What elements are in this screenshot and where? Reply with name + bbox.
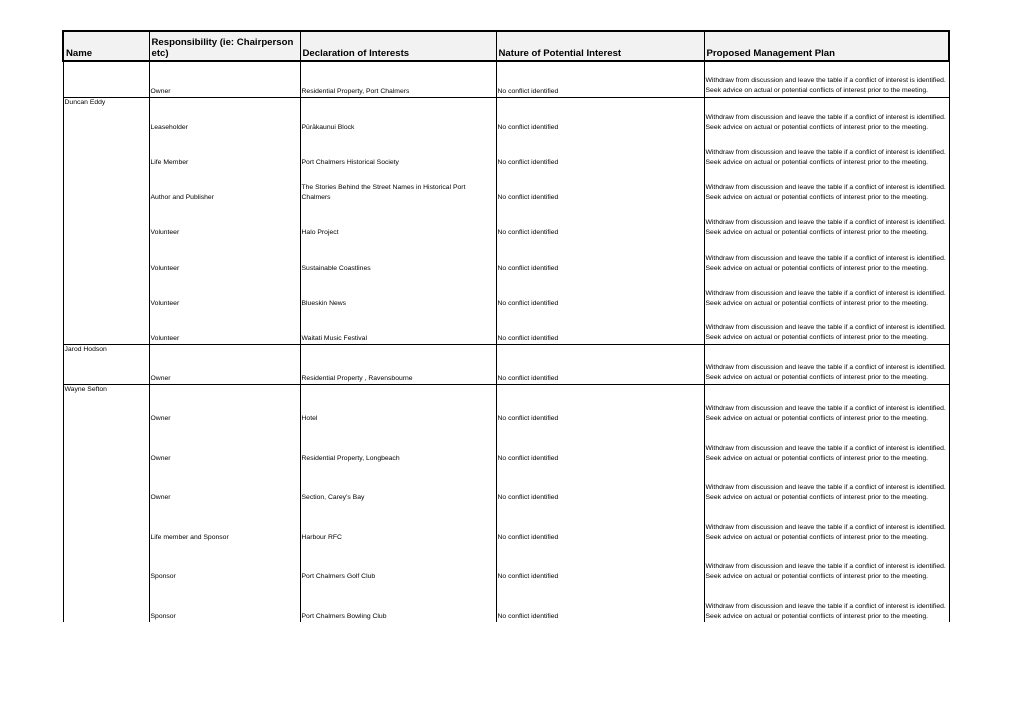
table-row bbox=[63, 464, 949, 503]
table-body bbox=[63, 61, 949, 622]
cell-responsibility: Volunteer bbox=[149, 238, 300, 274]
cell-declaration: Hotel bbox=[300, 384, 496, 424]
cell-plan: Withdraw from discussion and leave the table if a conflict of interest is identified. Seek advice on actual or potential conflicts of interest prior to the meeting. bbox=[704, 274, 949, 309]
cell-nature: No conflict identified bbox=[496, 464, 704, 503]
cell-declaration: Port Chalmers Golf Club bbox=[300, 543, 496, 582]
cell-nature: No conflict identified bbox=[496, 97, 704, 133]
cell-nature: No conflict identified bbox=[496, 61, 704, 97]
cell-nature: No conflict identified bbox=[496, 582, 704, 622]
cell-plan: Withdraw from discussion and leave the table if a conflict of interest is identified. Seek advice on actual or potential conflicts of interest prior to the meeting. bbox=[704, 543, 949, 582]
cell-responsibility: Owner bbox=[149, 344, 300, 384]
cell-nature: No conflict identified bbox=[496, 309, 704, 344]
cell-name bbox=[63, 309, 149, 344]
cell-declaration: Port Chalmers Bowling Club bbox=[300, 582, 496, 622]
cell-name bbox=[63, 274, 149, 309]
cell-declaration: Halo Project bbox=[300, 203, 496, 238]
cell-responsibility: Owner bbox=[149, 464, 300, 503]
table-row bbox=[63, 133, 949, 168]
table-row bbox=[63, 168, 949, 203]
cell-responsibility: Author and Publisher bbox=[149, 168, 300, 203]
header-row bbox=[63, 31, 949, 61]
table-row bbox=[63, 503, 949, 543]
cell-plan: Withdraw from discussion and leave the table if a conflict of interest is identified. Seek advice on actual or potential conflicts of interest prior to the meeting. bbox=[704, 344, 949, 384]
table-row bbox=[63, 543, 949, 582]
header-responsibility: Responsibility (ie: Chairperson etc) bbox=[149, 31, 300, 61]
cell-responsibility: Volunteer bbox=[149, 203, 300, 238]
cell-plan: Withdraw from discussion and leave the table if a conflict of interest is identified. Seek advice on actual or potential conflicts of interest prior to the meeting. bbox=[704, 424, 949, 464]
cell-declaration: Section, Carey's Bay bbox=[300, 464, 496, 503]
cell-nature: No conflict identified bbox=[496, 274, 704, 309]
cell-plan: Withdraw from discussion and leave the table if a conflict of interest is identified. Seek advice on actual or potential conflicts of interest prior to the meeting. bbox=[704, 582, 949, 622]
table-row bbox=[63, 424, 949, 464]
header-nature: Nature of Potential Interest bbox=[496, 31, 704, 61]
cell-responsibility: Volunteer bbox=[149, 274, 300, 309]
cell-responsibility: Life Member bbox=[149, 133, 300, 168]
cell-plan: Withdraw from discussion and leave the table if a conflict of interest is identified. Seek advice on actual or potential conflicts of interest prior to the meeting. bbox=[704, 133, 949, 168]
table-row bbox=[63, 274, 949, 309]
cell-plan: Withdraw from discussion and leave the table if a conflict of interest is identified. Seek advice on actual or potential conflicts of interest prior to the meeting. bbox=[704, 168, 949, 203]
cell-plan: Withdraw from discussion and leave the table if a conflict of interest is identified. Seek advice on actual or potential conflicts of interest prior to the meeting. bbox=[704, 503, 949, 543]
cell-name bbox=[63, 61, 149, 97]
cell-declaration: Pūrākaunui Block bbox=[300, 97, 496, 133]
conflict-of-interest-register bbox=[62, 30, 948, 622]
cell-plan: Withdraw from discussion and leave the table if a conflict of interest is identified. Seek advice on actual or potential conflicts of interest prior to the meeting. bbox=[704, 309, 949, 344]
cell-name bbox=[63, 133, 149, 168]
cell-declaration: Blueskin News bbox=[300, 274, 496, 309]
table-row bbox=[63, 203, 949, 238]
cell-name bbox=[63, 203, 149, 238]
cell-declaration: Waitati Music Festival bbox=[300, 309, 496, 344]
cell-nature: No conflict identified bbox=[496, 424, 704, 464]
cell-name bbox=[63, 238, 149, 274]
cell-name: Duncan Eddy bbox=[63, 97, 149, 133]
cell-name bbox=[63, 168, 149, 203]
table-row bbox=[63, 309, 949, 344]
cell-responsibility: Owner bbox=[149, 424, 300, 464]
cell-declaration: Residential Property, Longbeach bbox=[300, 424, 496, 464]
cell-name bbox=[63, 464, 149, 503]
cell-nature: No conflict identified bbox=[496, 503, 704, 543]
cell-name: Jarod Hodson bbox=[63, 344, 149, 384]
cell-nature: No conflict identified bbox=[496, 384, 704, 424]
table-row bbox=[63, 384, 949, 424]
cell-responsibility: Owner bbox=[149, 384, 300, 424]
header-declaration: Declaration of Interests bbox=[300, 31, 496, 61]
cell-responsibility: Sponsor bbox=[149, 582, 300, 622]
table-row bbox=[63, 97, 949, 133]
cell-nature: No conflict identified bbox=[496, 543, 704, 582]
cell-declaration: Residential Property , Ravensbourne bbox=[300, 344, 496, 384]
cell-nature: No conflict identified bbox=[496, 168, 704, 203]
cell-name bbox=[63, 543, 149, 582]
cell-plan: Withdraw from discussion and leave the table if a conflict of interest is identified. Seek advice on actual or potential conflicts of interest prior to the meeting. bbox=[704, 238, 949, 274]
cell-name bbox=[63, 503, 149, 543]
cell-responsibility: Leaseholder bbox=[149, 97, 300, 133]
cell-nature: No conflict identified bbox=[496, 133, 704, 168]
cell-declaration: Residential Property, Port Chalmers bbox=[300, 61, 496, 97]
cell-nature: No conflict identified bbox=[496, 238, 704, 274]
cell-plan: Withdraw from discussion and leave the table if a conflict of interest is identified. Seek advice on actual or potential conflicts of interest prior to the meeting. bbox=[704, 61, 949, 97]
cell-declaration: Port Chalmers Historical Society bbox=[300, 133, 496, 168]
cell-name: Wayne Sefton bbox=[63, 384, 149, 424]
table-row bbox=[63, 582, 949, 622]
header-name: Name bbox=[63, 31, 149, 61]
table-row bbox=[63, 344, 949, 384]
cell-plan: Withdraw from discussion and leave the table if a conflict of interest is identified. Seek advice on actual or potential conflicts of interest prior to the meeting. bbox=[704, 97, 949, 133]
table-row bbox=[63, 238, 949, 274]
table-row bbox=[63, 61, 949, 97]
cell-plan: Withdraw from discussion and leave the table if a conflict of interest is identified. Seek advice on actual or potential conflicts of interest prior to the meeting. bbox=[704, 384, 949, 424]
cell-declaration: The Stories Behind the Street Names in Historical Port Chalmers bbox=[300, 168, 496, 203]
cell-name bbox=[63, 582, 149, 622]
cell-responsibility: Owner bbox=[149, 61, 300, 97]
cell-responsibility: Volunteer bbox=[149, 309, 300, 344]
header-plan: Proposed Management Plan bbox=[704, 31, 949, 61]
cell-nature: No conflict identified bbox=[496, 344, 704, 384]
cell-responsibility: Sponsor bbox=[149, 543, 300, 582]
cell-declaration: Sustainable Coastlines bbox=[300, 238, 496, 274]
cell-plan: Withdraw from discussion and leave the table if a conflict of interest is identified. Seek advice on actual or potential conflicts of interest prior to the meeting. bbox=[704, 203, 949, 238]
interests-table bbox=[62, 30, 950, 622]
cell-declaration: Harbour RFC bbox=[300, 503, 496, 543]
cell-nature: No conflict identified bbox=[496, 203, 704, 238]
cell-responsibility: Life member and Sponsor bbox=[149, 503, 300, 543]
cell-plan: Withdraw from discussion and leave the table if a conflict of interest is identified. Seek advice on actual or potential conflicts of interest prior to the meeting. bbox=[704, 464, 949, 503]
cell-name bbox=[63, 424, 149, 464]
